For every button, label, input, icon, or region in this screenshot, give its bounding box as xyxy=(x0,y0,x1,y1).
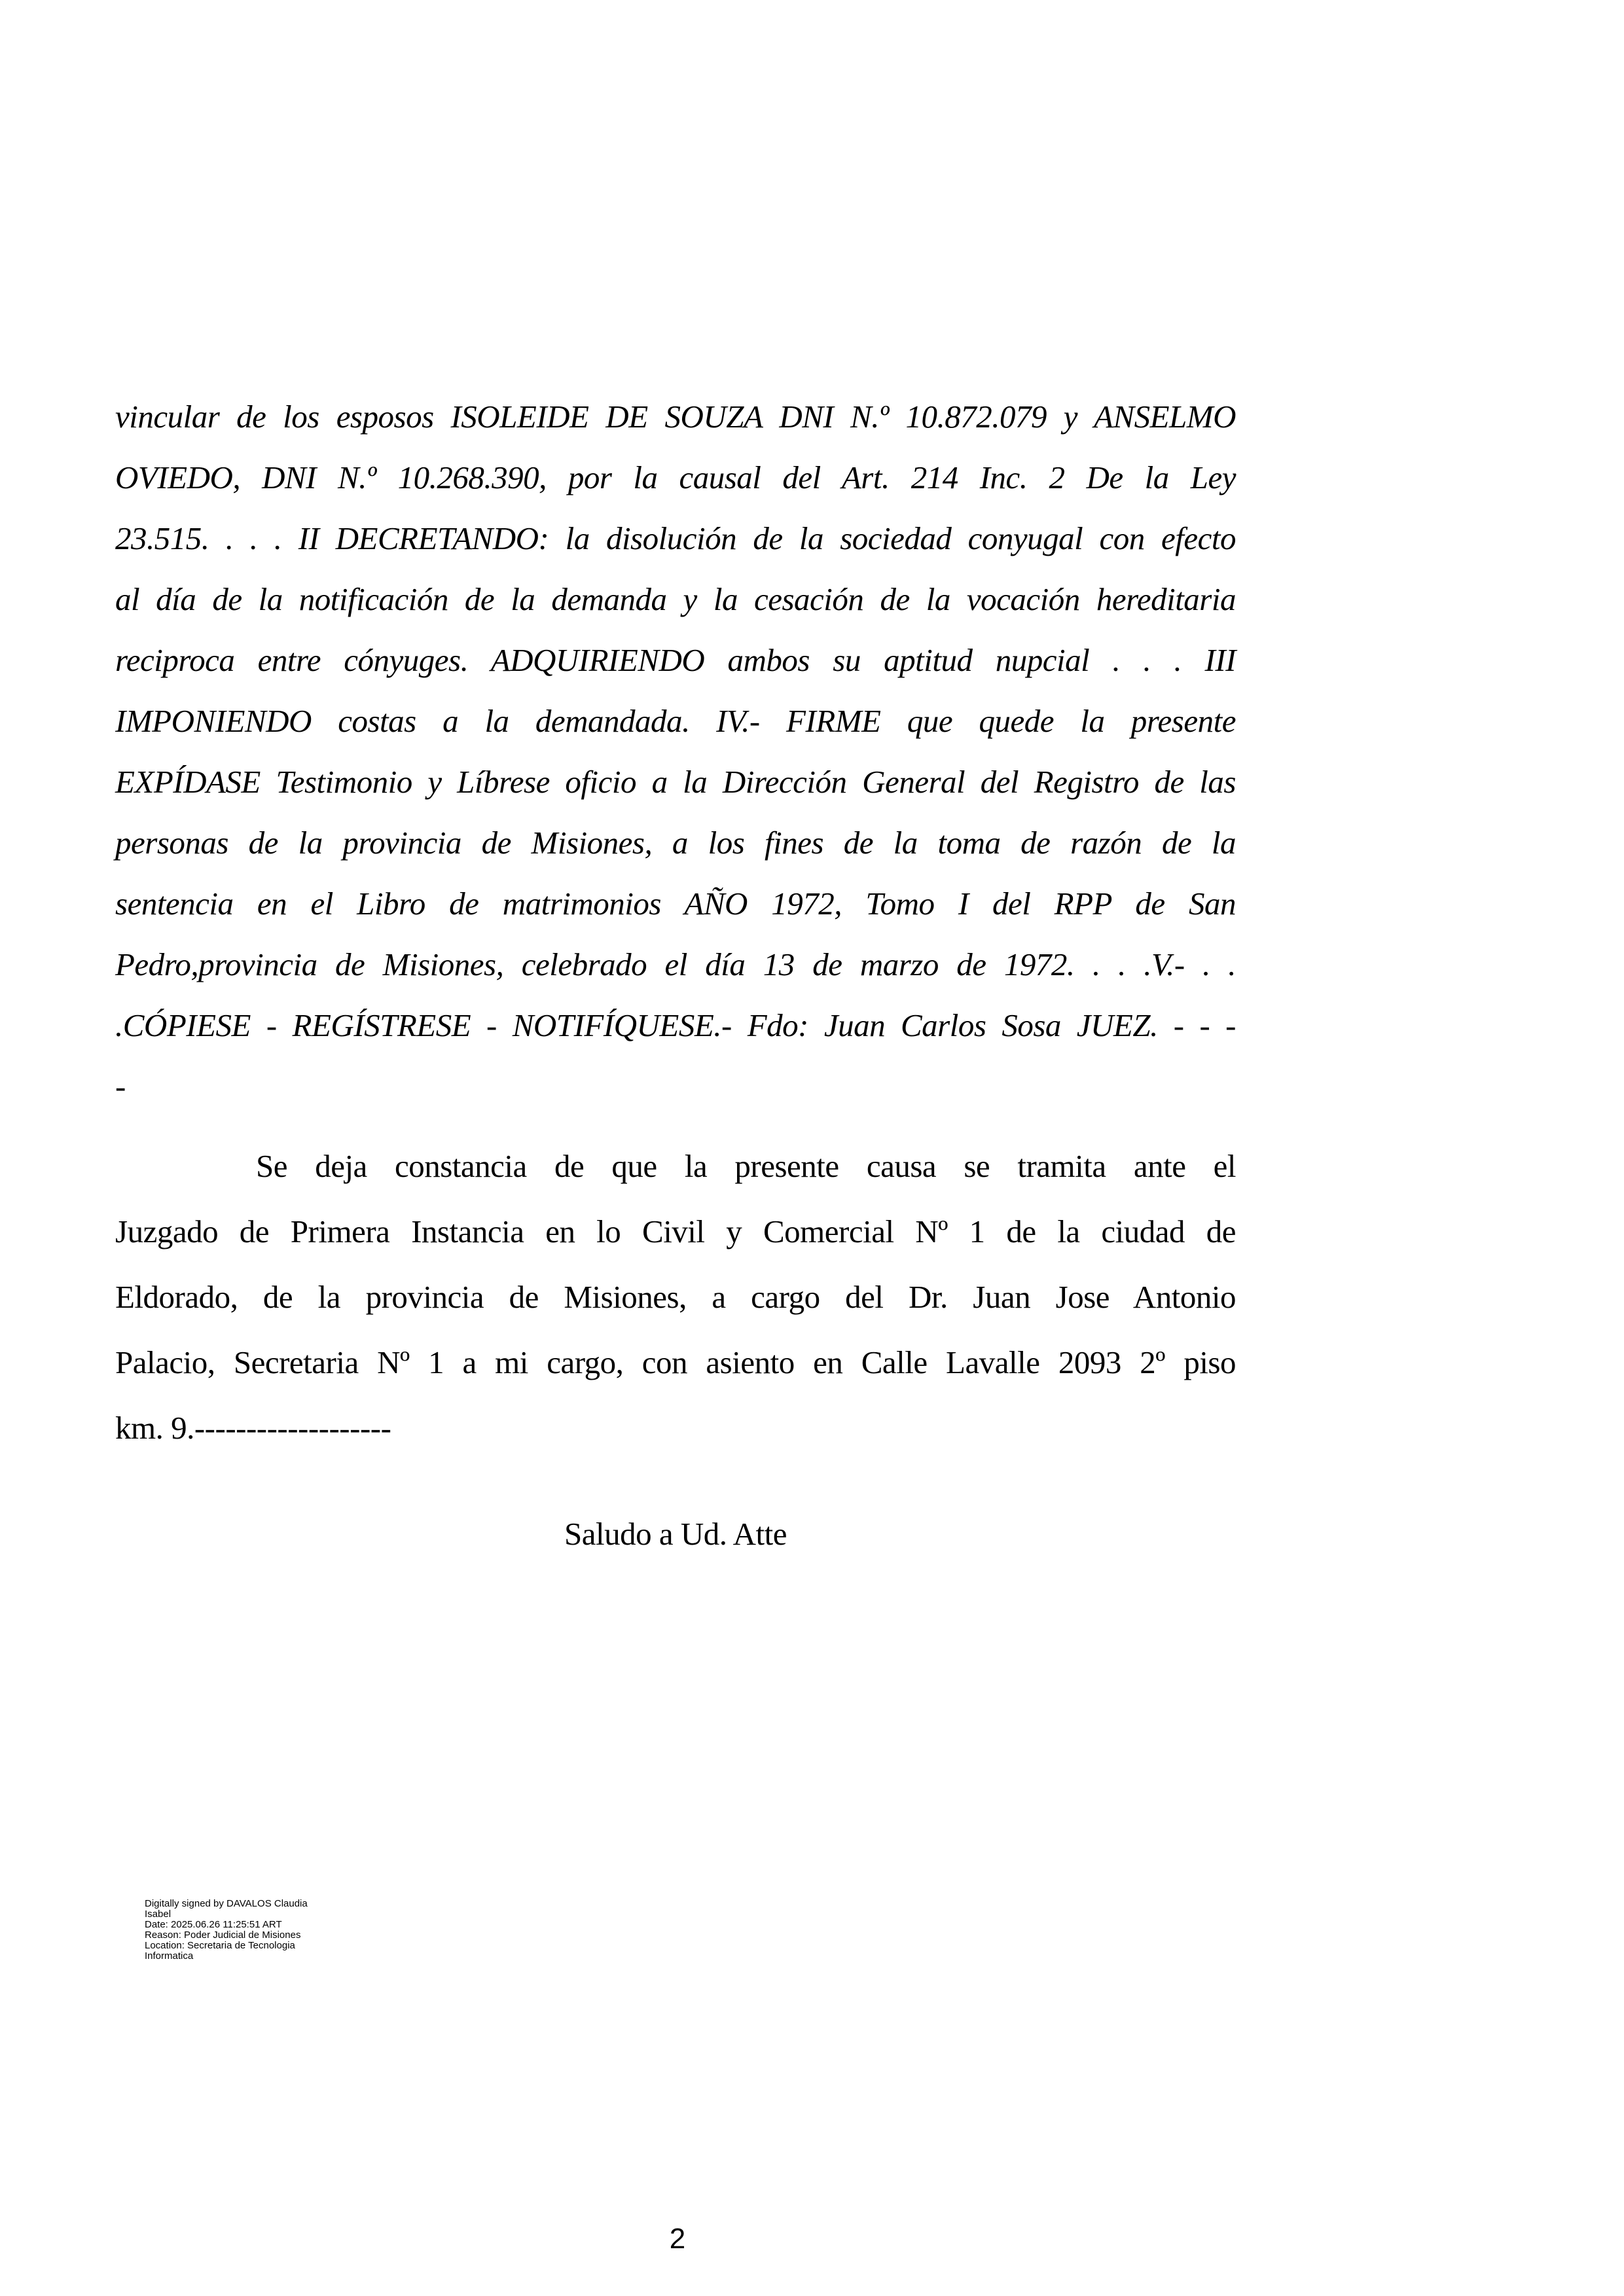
transcript-line: .CÓPIESE - REGÍSTRESE - NOTIFÍQUESE.- Fdo: Juan Carlos Sosa JUEZ. - - - xyxy=(115,1007,1236,1043)
transcript-line: personas de la provincia de Misiones, a los fines de la toma de razón de la xyxy=(115,825,1236,861)
constancia-line: Eldorado, de la provincia de Misiones, a cargo del Dr. Juan Jose Antonio xyxy=(115,1279,1236,1315)
transcript-line: al día de la notificación de la demanda y la cesación de la vocación hereditaria xyxy=(115,581,1236,617)
constancia-line: km. 9.------------------- xyxy=(115,1410,391,1446)
transcript-line: reciproca entre cónyuges. ADQUIRIENDO ambos su aptitud nupcial . . . III xyxy=(115,642,1236,678)
signature-line: Digitally signed by DAVALOS Claudia xyxy=(145,1898,308,1909)
page-number: 2 xyxy=(669,2223,686,2255)
transcript-line: OVIEDO, DNI N.º 10.268.390, por la causal del Art. 214 Inc. 2 De la Ley xyxy=(115,459,1236,495)
constancia-line: Se deja constancia de que la presente causa se tramita ante el xyxy=(256,1148,1236,1184)
signature-line: Reason: Poder Judicial de Misiones xyxy=(145,1929,301,1941)
digital-signature-block xyxy=(145,1899,308,1962)
sentence-transcript-paragraph xyxy=(115,386,1236,1117)
transcript-line: sentencia en el Libro de matrimonios AÑO 1972, Tomo I del RPP de San xyxy=(115,886,1236,922)
signature-line: Informatica xyxy=(145,1950,194,1962)
constancia-paragraph xyxy=(115,1134,1236,1461)
transcript-line: - xyxy=(115,1068,126,1104)
transcript-line: vincular de los esposos ISOLEIDE DE SOUZA DNI N.º 10.872.079 y ANSELMO xyxy=(115,399,1236,435)
transcript-line: IMPONIENDO costas a la demandada. IV.- FIRME que quede la presente xyxy=(115,703,1236,739)
constancia-line: Juzgado de Primera Instancia en lo Civil y Comercial Nº 1 de la ciudad de xyxy=(115,1213,1236,1249)
transcript-line: Pedro,provincia de Misiones, celebrado el día 13 de marzo de 1972. . . .V.- . . xyxy=(115,946,1236,982)
closing-salutation: Saludo a Ud. Atte xyxy=(564,1516,787,1552)
signature-line: Date: 2025.06.26 11:25:51 ART xyxy=(145,1919,282,1930)
signature-line: Location: Secretaria de Tecnologia xyxy=(145,1940,295,1951)
transcript-line: 23.515. . . . II DECRETANDO: la disolución de la sociedad conyugal con efecto xyxy=(115,520,1236,556)
constancia-line: Palacio, Secretaria Nº 1 a mi cargo, con asiento en Calle Lavalle 2093 2º piso xyxy=(115,1344,1236,1380)
transcript-line: EXPÍDASE Testimonio y Líbrese oficio a la Dirección General del Registro de las xyxy=(115,764,1236,800)
signature-line: Isabel xyxy=(145,1909,171,1920)
